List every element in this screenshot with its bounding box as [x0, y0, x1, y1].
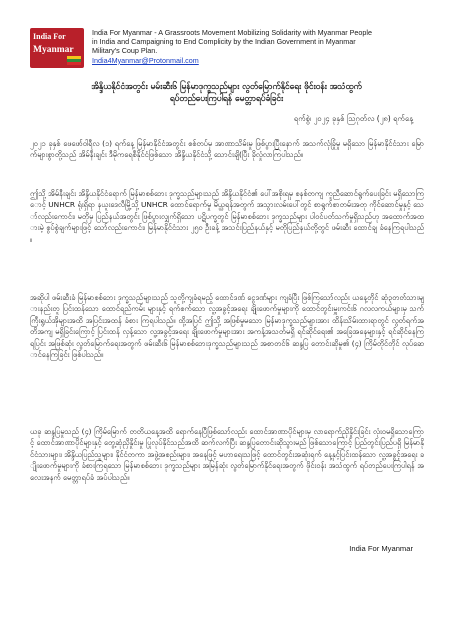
- statement-title: [40, 80, 413, 104]
- organization-description: [92, 28, 434, 65]
- paragraph-4: ယခု ဆန္ဒပြမှုသည် (၄) ကြိမ်မြောက် တတိယနေ့အထိ ရောက်နေပြီဖြစ်သော်လည်း ထောင်အာဏာပိုင်များမှ လာရောက်ညှိနှိုင်းခြင်း လုံးဝမရှိသောကြောင့် ထောင်အာဏာပိုင်များနှင့် တွေ့ဆုံညှိနှိုင်းမှု ပြုလုပ်နိုင်သည်အထိ ဆက်လက်ပြီး ဆန္ဒပြတောင်းဆိုသွားမည် ဖြစ်သောကြောင့် ပြည်တွင်းပြည်ပရှိ မြန်မာနိုင်ငံသားများ၊ အိန္ဒိယပြည်သူများ၊ နိုင်ငံတကာ အဖွဲ့အစည်းများ၊ အနေဖြင့် မဟာရေးသဖြင့် ထောင်တွင်းအဆုံးရက် နေ့နှင့်ပြင်းထန်သော လူ့အခွင့်အရေး ချိုးဖောက်မှုများကို ခံစားကြရသော မြန်မာစစ်ဘေး ဒုက္ခသည်များ အမြန်ဆုံး လွတ်မြောက်နိုင်ရေးအတွက် ဖိုင်းဝန်း အသံထွက် ရပ်တည်ပေးကြပါရန် အလေးအနက် မေတ္တာရပ်ခံ အပ်ပါသည်။: [30, 427, 424, 482]
- paragraph-1: ၂၀၂၁ ခုနှစ် ဖေဖော်ဝါရီလ (၁) ရက်နေ့ မြန်မာနိုင်ငံအတွင်း စစ်တပ်မှ အာဏာသိမ်းမှု ဖြစ်ပွားပြီးနောက် အသက်လုံခြုံမှု မရှိသော မြန်မာနိုင်ငံသား မြောက်များစွာတို့သည် အိမ်နီးချင်း ဒီမိုကရေစီနိုင်ငံဖြစ်သော အိန္ဒိယနိုင်ငံသို့ သောင်းချိ(ပြီး ခိုလှုံလာကြပါသည်။: [30, 139, 424, 160]
- signature: India For Myanmar: [349, 544, 413, 553]
- title-line-1: အိန္ဒိယနိုင်ငံအတွင်း မမ်းဆီး၆ မြန်မာဒုက္ခသည်များ လွတ်မြောက်နိုင်ရေး ဖိုင်းဝန်း အသံထွက်: [91, 81, 362, 91]
- org-line-3: Military's Coup Plan.: [92, 46, 158, 56]
- title-line-2: ရပ်တည်ပေးကြပါရန် မေတ္တာရပ်ခံခြင်း: [169, 93, 284, 103]
- statement-date: ရက်စွဲ၊ ၂၀၂၄ ခုနှစ် ဩဂုတ်လ (၂၈) ရက်နေ့: [293, 114, 413, 123]
- contact-email-link[interactable]: India4Myanmar@Protonmail.com: [92, 55, 199, 65]
- paragraph-3: အဆိုပါ ဖမ်းဆီးခံ မြန်မာစစ်ဘေး ဒုက္ခသည်များသည် သူတို့ကျခံရမည့် ထောင်ဒဏ် ငွေဒဏ်များ ကျခံပြီး ဖြစ်ကြသော်လည်း ယနေ့တိုင် ဆုံ၃တတ်သားများနည်းတူ ပြင်းထန်သော ထောင်ရည်ကမ်း များနှင့် ရက်စက်သော လူ့အခွင့်အရေး ချိုးဖောက်မှုများကို ထောင်တွင်းမှူးကင်း၆ ဂလလကယ်များမှ သက်ကြီးရွယ်အိုများအထိ အပြင်းအထန် ခံစား ကြရပါသည်။ ထို့အပြင် ဤသို့ အဖြစ်မှုမသော မြန်မာဒုက္ခသည်များအား ထိန်းသိမ်းထားရာတွင် လွတ်ရက်အတိအကျ မရှိခြင်းကြောင့် ပြင်းထန် လှန့်သော လူ့အခွင့်အရေး ချိုးဖောက်မှုများအား အကန့်အသတ်မရှိ ရင်ဆိုင်ရေး၏ အခြေအနေများနှင့် ရင်ဆိုင်နေကြရပြင်း အဖြစ်ဆုံး လွတ်မြောက်ရေးအတွက် ဖမ်းဆီး၆ မြန်မာစစ်ဘေးဒုက္ခသည်များသည် အစာတင်၆ ဆန္ဒပြ တောင်းဆိုမှု၏ (၄) ကြိမ်တိုင်တိုင် လုပ်ဆောင်နေကြခြင်း ဖြစ်ပါသည်။: [30, 293, 424, 360]
- letterhead: [30, 28, 430, 72]
- logo-text-bottom: Myanmar: [33, 45, 74, 55]
- organization-logo: [30, 28, 84, 68]
- logo-text-top: India For: [33, 32, 66, 41]
- paragraph-2: ဤသို့ အိမ်နီးချင်း အိန္ဒိယနိုင်ငံရောက် မြန်မာစစ်ဘေး ဒုက္ခသည်များသည် အိန္ဒိယနိုင်ငံ၏ ပေါ်အစိုးရမှ စနစ်တကျ ကူညီဆောင်ရွက်ပေးခြင်း မရှိသောကြောင့် UNHCR ရုံးရှိရာ နယူးဒေလီမြို့သို့ UNHCR ထောင်ရောက်မှု မိယ္ယရန်အတွက် အသွားလမ်းပေါ်တွင် စာရွက်စာတမ်းအတု ကိုင်ဆောင်မှုနှင့် သော်လည်းကောင်း၊ မတိုမှ ပြည်နယ်အတွင်း ဖြစ်ပွားလျှက်ရှိသော ပဋိပက္ခတွင် မြန်မာစစ်ဘေး ဒုက္ခသည်များ ပါဝင်ပတ်သက်မှုရှိသည်ဟု အထောက်အထားမဲ့ စွပ်စွဲချက်များဖြင့် သော်လည်းကောင်း၊ မြန်မာနိုင်ငံသား ၂၅၀ ဦးခန့် အသင်းပြည်နယ်နှင့် မတိုပြည်နယ်တို့တွင် ဖမ်းဆီး ထောင်ချ ခံနေကြရပါသည်။: [30, 189, 424, 244]
- myanmar-flag-icon: [67, 56, 81, 65]
- org-line-2: in India and Campaigning to End Complicity by the Indian Government in Myanmar: [92, 37, 356, 47]
- org-line-1: India For Myanmar - A Grassroots Movement Mobilizing Solidarity with Myanmar People: [92, 28, 373, 37]
